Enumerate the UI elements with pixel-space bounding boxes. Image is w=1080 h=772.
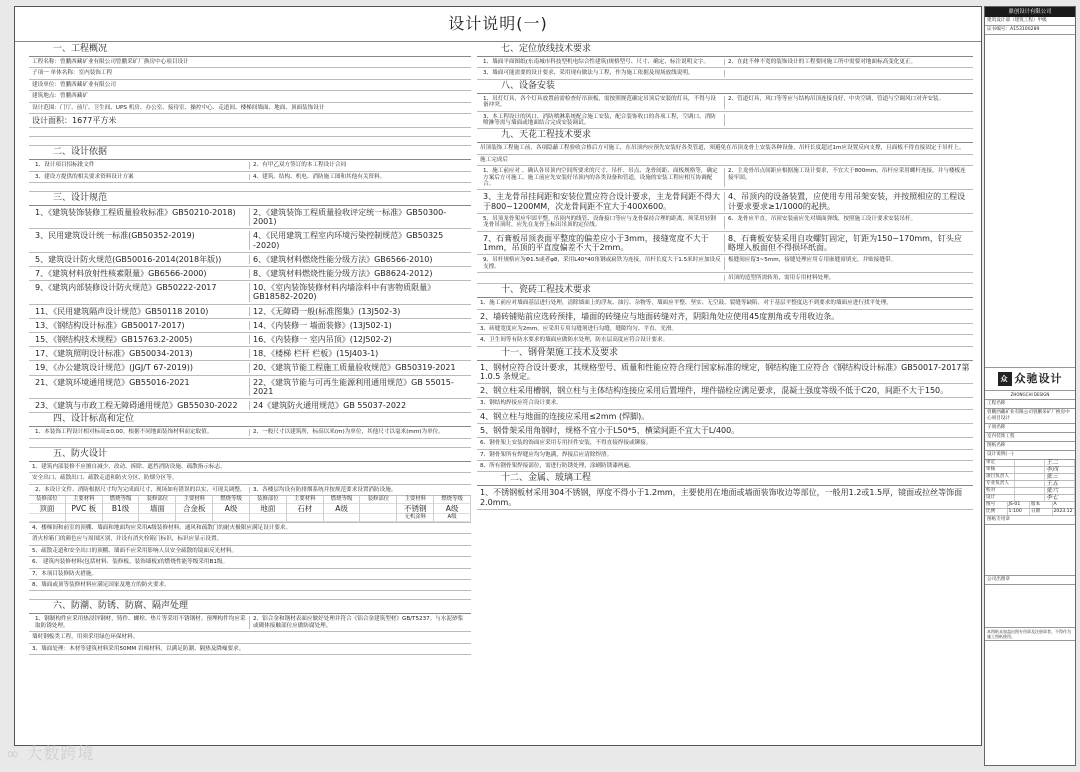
tile-row: 1、施工前应对墙面基层进行处理，清除墙面上的浮灰、油污、杂物等，墙面应平整、坚实、无空鼓、裂缝等缺陷，对于基层平整度达不到要求的墙面应进行找平处理。 [477, 298, 973, 309]
signature-cell: 设计 [985, 495, 1015, 501]
signature-row [985, 474, 1075, 481]
spacer [29, 183, 471, 192]
meta-cell: A [1053, 502, 1076, 508]
material-cell [360, 514, 397, 522]
equipment-item [725, 114, 970, 127]
signature-row [985, 495, 1075, 502]
right-column [477, 43, 973, 719]
standard-item: 13、《钢结构设计标准》GB50017-2017) [32, 321, 250, 330]
steel-row: 2、钢立柱采用槽钢，钢立柱与主体结构连接应采用后置埋件，埋件锚栓应满足要求，混凝土强度等级不低于C20，间距不大于150。 [477, 384, 973, 398]
material-cell: 燃烧等级 [434, 496, 471, 504]
steel-row: 6、钢骨架上安装的饰面应采用专用挂件安装，不得直接焊接或铆接。 [477, 438, 973, 449]
basis-row [29, 160, 471, 171]
standard-item: 10、《室内装饰装修材料内墙涂料中有害物质限量》GB18582-2020) [253, 283, 436, 302]
watermark-text: 大数跨境 [26, 744, 95, 763]
basis-item: 3、建设方提供的相关要求资料设计方案 [32, 174, 250, 180]
protection-row: 墙时钢板类工程，用须采用绿色环保材料。 [29, 632, 471, 643]
title-block-company: 鼎创设计有限公司 [985, 7, 1075, 17]
signature: 张六 [1045, 488, 1075, 494]
standards-row [29, 347, 471, 361]
material-cell: 主要材料 [66, 496, 103, 504]
spacer [29, 591, 471, 600]
ceiling-row [477, 232, 973, 255]
material-cell: 装修部位 [360, 496, 397, 504]
material-cell: 墙面 [139, 504, 176, 514]
fire-item: 3、各楼层均设有防排烟系统并按规范要求设置消防设施。 [253, 486, 397, 493]
material-cell: 装修部位 [29, 496, 66, 504]
project-value: 曾鹏西藏矿业有限公司曾鹏采矿厂换房中心项目设计 [985, 409, 1075, 424]
overview-row: 工程名称：曾鹏西藏矿业有限公司曾鹏采矿厂换房中心项目设计 [29, 57, 471, 68]
signature-table [985, 460, 1075, 502]
spacer [29, 439, 471, 448]
title-block-cert: 证书编号：A153100289 [985, 26, 1075, 35]
protection-item: 2、铝合金和钢材表面应做好处理并符合《铝合金建筑型材》GB/T5237。与水泥砂浆或砌体接触部位应做防腐处理。 [253, 616, 464, 629]
ceiling-row [477, 273, 973, 284]
spacer [29, 137, 471, 146]
standards-row [29, 399, 471, 413]
material-cell: 装修部位 [139, 496, 176, 504]
overview-row: 建设单位：曾鹏西藏矿业有限公司 [29, 80, 471, 91]
section-heading-standards: 三、设计规范 [29, 192, 471, 206]
standard-item: 20、《建筑节能工程施工质量验收规范》GB50319-2021 [253, 363, 456, 373]
fire-row: 4、楼梯间和前室的顶棚、墙面和地面均应采用A级装修材料。通风和疏散门的耐火极限应满足设计要求。 [29, 523, 471, 534]
standard-item: 16、《内装修一 室内吊顶》(12J502-2) [253, 335, 392, 345]
meta-cell: 日期 [1030, 509, 1053, 515]
title-block-cert: 建筑设计部（建筑工程）甲级 [985, 17, 1075, 26]
steel-row: 1、钢材应符合设计要求，其规格型号、质量和性能应符合现行国家标准的规定，钢结构施工应符合《钢结构设计标准》GB50017-2017第1.0.5 条规定。 [477, 361, 973, 384]
positioning-row [477, 68, 973, 79]
standards-row [29, 229, 471, 252]
ceiling-row: 施工完成后 [477, 155, 973, 166]
overview-row: 子项一 单体名称：室内装饰工程 [29, 68, 471, 79]
material-cell: 装修部位 [250, 496, 287, 504]
standard-item: 4、《民用建筑工程室内环境污染控制规范》GB50325 -2020) [253, 231, 444, 250]
meta-cell: 2023.12 [1053, 509, 1076, 515]
meta-cell: 版本 [1030, 502, 1053, 508]
steel-row: 5、钢骨架采用角钢时，规格不宜小于L50*5，横梁间距不宜大于L/400。 [477, 424, 973, 438]
logo-icon: 众 [998, 372, 1012, 386]
signature: 王五 [1045, 481, 1075, 487]
ceiling-item: 6、龙骨应平直，吊顶安装前应先对墙面弹线，按照施工设计要求安装吊杆。 [728, 215, 917, 222]
material-cell: 顶面 [29, 504, 66, 514]
ceiling-row [477, 190, 973, 213]
material-cell [324, 514, 361, 522]
standard-item: 9、《建筑内部装修设计防火规范》GB50222-2017 [32, 283, 250, 301]
section-heading-basis: 二、设计依据 [29, 146, 471, 160]
section-heading-metal-glass: 十二、金属、玻璃工程 [477, 472, 973, 486]
signature-row [985, 467, 1075, 474]
signature-cell [1015, 474, 1045, 480]
material-cell: 主要材料 [287, 496, 324, 504]
basis-item: 4、建筑、结构、机电、消防施工图和其他有关资料。 [253, 173, 386, 180]
protection-row: 3、墙面处理：木材等建筑材料采用50MM 岩棉材料，以满足防潮、隔热及降噪要求。 [29, 644, 471, 655]
basis-item: 1、设计项目招标批文件 [32, 162, 250, 168]
drawing-sheet [14, 6, 982, 746]
signature: 张三 [1045, 474, 1075, 480]
standards-row [29, 267, 471, 281]
signature: 李四 [1045, 467, 1075, 473]
standard-item: 18、《楼梯 栏杆 栏板》(15J403-1) [253, 349, 379, 359]
sheet-title: 设计说明(一) [15, 7, 981, 42]
elevation-item: 1、本装饰工程设计相对标高±0.00。根据不同地面装饰材料而定取值。 [32, 429, 250, 435]
section-heading-equipment: 八、设备安装 [477, 80, 973, 94]
meta-row [985, 502, 1075, 509]
section-heading-positioning: 七、定位放线技术要求 [477, 43, 973, 57]
meta-row [985, 509, 1075, 516]
title-block [984, 6, 1076, 766]
material-cell: 无机涂料 [397, 514, 434, 522]
fire-row: 7、本项目装修防火措施。 [29, 569, 471, 580]
standard-item: 8、《建筑材料燃烧性能分级方法》GB8624-2012) [253, 269, 433, 279]
ceiling-item: 8、石膏板安装采用自攻螺钉固定，钉距为150~170mm，钉头应略埋入板面但不得损坏纸面。 [728, 233, 962, 252]
fire-row: 1、建筑内部装修不应擅自减少、改动、拆除、遮挡消防设施、疏散指示标志。 [29, 462, 471, 473]
ceiling-item: 1、施工前应对 、确认各吊顶内空间所要求的尺寸、吊杆、吊点、龙骨间距、面板规格等，确定方案后方可施工，施工前应先安装好吊顶内的各类设备和管道，设施的安装工程应相互协调配合。 [480, 168, 725, 187]
signature: 王二 [1045, 460, 1075, 466]
positioning-item [725, 70, 970, 76]
basis-item: 2、有甲乙双方签订的本工程设计合同 [253, 162, 347, 169]
standards-row [29, 361, 471, 375]
ceiling-item: 2、主龙骨吊点间距应根据施工设计要求，不宜大于800mm，吊杆应采用螺杆连接，并与楼板连接牢固。 [728, 168, 966, 181]
material-cell [66, 514, 103, 522]
spacer [29, 128, 471, 137]
meta-cell: 图号 [985, 502, 1008, 508]
ceiling-item: 5、吊顶龙骨架应牢固平整，吊顶内的线管、设备接口等应与龙骨保持合理的距离，须采用轻钢龙骨吊顶时，应先在龙骨上标出吊顶的定位线。 [480, 216, 725, 229]
tile-row: 3、砖缝宽度应为2mm，应采用专用勾缝剂进行勾缝，缝隙均匀、平直、光滑。 [477, 324, 973, 335]
section-heading-overview: 一、工程概况 [29, 43, 471, 57]
overview-row: 设计面积：1677平方米 [29, 114, 471, 128]
signature-row [985, 481, 1075, 488]
standard-item: 2、《建筑装饰工程质量验收评定统一标准》GB50300-2001) [253, 208, 447, 227]
material-cell [287, 514, 324, 522]
standard-item: 17、《建筑照明设计标准》GB50034-2013) [32, 349, 250, 358]
steel-row: 8、所有钢骨架焊接部位，需进行防锈处理，涂刷防锈漆两遍。 [477, 461, 973, 472]
company-logo [985, 368, 1075, 391]
ceiling-item: 3、主龙骨吊挂间距和安装位置应符合设计要求，主龙骨间距不得大于800~1200MM，次龙骨间距不宜大于400X600。 [480, 192, 725, 210]
section-heading-steel: 十一、钢骨架施工技术及要求 [477, 347, 973, 361]
overview-row: 建筑地点：曾鹏西藏矿 [29, 91, 471, 102]
left-column [29, 43, 471, 719]
section-heading-elevation: 四、设计标高和定位 [29, 413, 471, 427]
steel-row: 3、钢结构焊接应符合设计要求。 [477, 398, 973, 409]
material-cell: A级 [324, 504, 361, 514]
material-cell [139, 514, 176, 522]
signature-cell: 审核 [985, 467, 1015, 473]
watermark-icon: ∞ [6, 744, 27, 763]
signature-row [985, 460, 1075, 467]
steel-row: 7、钢骨架所有焊缝应均匀饱满，焊接后应清除焊渣。 [477, 450, 973, 461]
ceiling-row [477, 166, 973, 190]
material-cell: A级 [213, 504, 250, 514]
meta-cell: JS-01 [1008, 502, 1031, 508]
standards-row [29, 305, 471, 319]
standards-row [29, 206, 471, 229]
stamp-label: 图纸专用章 [985, 516, 1075, 525]
signature-cell [1015, 460, 1045, 466]
material-cell: 地面 [250, 504, 287, 514]
standards-row [29, 319, 471, 333]
project-label: 工程名称 [985, 400, 1075, 409]
company-stamp-area [985, 585, 1075, 628]
ceiling-row [477, 255, 973, 273]
watermark-logo [6, 741, 94, 764]
material-cell: A级 [434, 514, 471, 522]
standard-item: 14、《内装修一 墙面装修》(13J502-1) [253, 320, 392, 330]
standard-item: 12、《无障碍一般(标准图集》(13J502-3) [253, 306, 401, 316]
subitem-label: 子项名称 [985, 424, 1075, 433]
revision-area [985, 35, 1075, 368]
fire-row [29, 485, 471, 496]
steel-row: 4、钢立柱与地面的连接应采用≤2mm (焊脚)。 [477, 410, 973, 424]
material-cell: 不锈钢 [397, 504, 434, 514]
material-cell [360, 504, 397, 514]
ceiling-item: 板缝间应留3~5mm，接缝处理应用专用嵌缝膏填充，并贴接缝带。 [728, 257, 897, 264]
equipment-item: 2、管道灯具，风口等等应与结构吊顶连接良好，中央空调，管道与空调风口对齐安装。 [728, 95, 945, 102]
ceiling-item: 4、吊顶内的设备装置，应使用专用吊架安装，并按照相应的工程设计要求要求≥1/1000的起拱。 [728, 192, 966, 211]
signature-cell [1015, 481, 1045, 487]
positioning-row [477, 57, 973, 68]
signature-cell [1015, 495, 1045, 501]
equipment-row [477, 112, 973, 130]
standards-list [29, 206, 471, 413]
fire-row: 5、疏散走道和安全出口的顶棚、墙面不应采用影响人员安全疏散的镜面反光材料。 [29, 546, 471, 557]
material-cell: 主要材料 [397, 496, 434, 504]
material-cell [250, 514, 287, 522]
fire-material-table [29, 496, 471, 523]
section-heading-tile: 十、瓷砖工程技术要求 [477, 284, 973, 298]
material-cell [103, 514, 140, 522]
material-cell [213, 514, 250, 522]
elevation-item: 2、一般尺寸以建筑所，标高以米(m)为单位，其他尺寸以毫米(mm)为单位。 [253, 429, 444, 436]
equipment-row [477, 94, 973, 112]
section-heading-ceiling: 九、天花工程技术要求 [477, 129, 973, 143]
material-cell: 燃烧等级 [103, 496, 140, 504]
drawing-name-value: 设计说明(一) [985, 451, 1075, 460]
fire-row: 6、 建筑内装修材料(包括材料、装修板、装饰墙板)的燃烧性能等级采用B1级。 [29, 557, 471, 568]
meta-cell: 比例 [985, 509, 1008, 515]
standard-item: 21、《建筑环境通用规范》GB55016-2021 [32, 378, 250, 396]
protection-item: 1、钢制构件应采用热浸锌钢材，铸件、螺栓、垫片等采用不锈钢材。预埋构件均应采取防锈处理。 [32, 616, 250, 629]
material-cell: 合金板 [176, 504, 213, 514]
section-heading-protection: 六、防潮、防锈、防腐、隔声处理 [29, 600, 471, 614]
drawing-meta-table [985, 502, 1075, 516]
title-block-note: 本图纸未加盖出图专用章及注册章者，不得作为施工图纸使用。 [985, 628, 1075, 641]
standard-item: 24《建筑防火通用规范》GB 55037-2022 [253, 401, 407, 411]
signature-cell [1015, 467, 1045, 473]
overview-row: 设计范围：门厅、前厅、卫生间、UPS 机房、办公室、接待室、操控中心、走道间、楼梯间墙面、地面、顶面装饰设计 [29, 103, 471, 114]
standard-item: 1、《建筑装饰装修工程质量验收标准》GB50210-2018) [32, 208, 250, 226]
standard-item: 3、民用建筑设计统一标准(GB50352-2019) [32, 231, 250, 249]
tile-row: 2、墙砖铺贴前应选砖预排，墙面的砖缝应与地面砖缝对齐，阴阳角处应使用45度割角或专用收边条。 [477, 310, 973, 324]
standards-row [29, 281, 471, 304]
tile-row: 4、卫生间等有防水要求的墙面应做防水处理，防水层高度应符合设计要求。 [477, 335, 973, 346]
standard-item: 7、《建筑材料放射性核素限量》GB6566-2000) [32, 269, 250, 278]
ceiling-row: 吊顶装饰工程施工前，各项隐蔽工程验收合格后方可施工，在吊顶内应预先安装好各类管道，须避免在吊顶龙骨上安装各种设备，吊杆长度超过1m应设置反向支撑，且面板不得直接固定于吊杆上。 [477, 143, 973, 154]
material-cell: A级 [434, 504, 471, 514]
material-cell: 主要材料 [176, 496, 213, 504]
material-cell: PVC 板 [66, 504, 103, 514]
standards-row [29, 333, 471, 347]
standard-item: 15、《钢结构技术规程》GB15763.2-2005) [32, 335, 250, 344]
fire-row: 消火栓箱门的颜色应与周围区别，并设有消火栓箱门标识，标识应显示设置。 [29, 534, 471, 545]
standard-item: 19、《办公建筑设计规范》(JGJ/T 67-2019)) [32, 363, 250, 372]
signature-cell: 项目负责人 [985, 474, 1015, 480]
protection-row [29, 614, 471, 632]
elevation-row [29, 427, 471, 438]
company-stamp-label: 公司出图章 [985, 576, 1075, 585]
material-cell [29, 514, 66, 522]
signature-cell: 专业负责人 [985, 481, 1015, 487]
standard-item: 11、《民用建筑隔声设计规范》GB50118 2010) [32, 307, 250, 316]
signature-row [985, 488, 1075, 495]
logo-text: 众驰设计 [1014, 372, 1063, 385]
material-cell: B1级 [103, 504, 140, 514]
metal-glass-row: 1、不锈钢板材采用304不锈钢，厚度不得小于1.2mm，主要使用在地面或墙面装饰收边等部位，一般用1.2或1.5厚，镜面或拉丝等饰面2.0mm。 [477, 486, 973, 509]
drawing-name-label: 图纸名称 [985, 442, 1075, 451]
material-cell: 石材 [287, 504, 324, 514]
stamp-area [985, 525, 1075, 576]
ceiling-item: 吊顶的造型所需转角，需用专用材料处理。 [728, 274, 835, 281]
fire-row: 8、墙面或顶等装修材料应满足国家及地方的防火要求。 [29, 580, 471, 591]
material-cell: 燃烧等级 [213, 496, 250, 504]
section-heading-fire: 五、防火设计 [29, 448, 471, 462]
subitem-value: 室内装饰工程 [985, 433, 1075, 442]
meta-cell: 1:100 [1008, 509, 1031, 515]
signature-cell: 校对 [985, 488, 1015, 494]
fire-item: 2、本设计文件、消防根据尺寸均为完成面尺寸，现场如有错误的以实，可现关调整。 [32, 487, 250, 493]
ceiling-item: 7、石膏板吊顶表面平整度的偏差应小于3mm，接缝宽度不大于1mm，吊顶的平直度偏差不大于2mm。 [480, 234, 725, 252]
standards-row [29, 253, 471, 267]
logo-subtitle: ZHONGCHI DESIGN [985, 391, 1075, 400]
positioning-item: 2、在此不伸不宽的装饰设计的工程要同施工所中需要对地面标高变化更正。 [728, 59, 917, 65]
signature-cell [1015, 488, 1045, 494]
positioning-item: 3、墙面可能需要的设计要求，采用现有做法与工程，作为施工依据及现场放线说明。 [480, 70, 725, 76]
ceiling-item: 9、吊杆规格应为Φ1.5或者φ8，采用L40*40角钢或扁铁为连接，吊杆长度大于1.5米时应加设反支撑。 [480, 257, 725, 270]
ceiling-item [480, 275, 725, 281]
standards-row [29, 376, 471, 399]
material-cell [176, 514, 213, 522]
standard-item: 6、《建筑材料燃烧性能分级方法》GB6566-2010) [253, 254, 433, 264]
positioning-item: 1、墙面平面图纸(东南城市科技型机电综合性建筑)规格型号、尺寸、确定、标注说明文字。 [480, 59, 725, 65]
standard-item: 5、建筑设计防火规范(GB50016-2014(2018年版)) [32, 255, 250, 264]
material-cell: 燃烧等级 [324, 496, 361, 504]
equipment-item: 3、本工程设计的风口、消防喷淋系统配合施工安装，配合装饰收口的各项工程，空调口、消防喷淋等需与墙面或地面结合完成安装调试。 [480, 114, 725, 127]
ceiling-row [477, 214, 973, 232]
signature-cell: 审定 [985, 460, 1015, 466]
basis-row [29, 172, 471, 183]
fire-row: 安全出口、疏散出口、疏散走道和防火分区、防烟分区等。 [29, 473, 471, 484]
standard-item: 23、《建筑与市政工程无障碍通用规范》GB55030-2022 [32, 401, 250, 410]
signature: 李七 [1045, 495, 1075, 501]
equipment-item: 1、吊灯灯具，各个灯具放置前需检查好吊顶板，需按照规范确定吊顶后安装的灯具，不得与设备冲突。 [480, 96, 725, 109]
standard-item: 22、《建筑节能与可再生能源利用通用规范》GB 55015-2021 [253, 377, 454, 396]
